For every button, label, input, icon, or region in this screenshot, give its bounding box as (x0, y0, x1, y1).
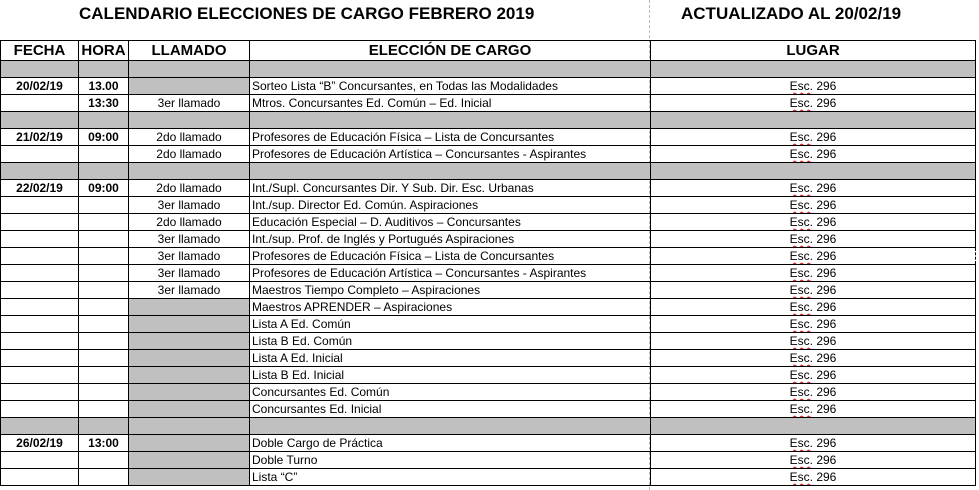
cell-eleccion[interactable]: Int./Supl. Concursantes Dir. Y Sub. Dir. Esc. Urbanas (250, 180, 651, 197)
cell-lugar[interactable]: Esc. 296 (651, 231, 976, 248)
cell-eleccion[interactable]: Concursantes Ed. Común (250, 384, 651, 401)
col-header-lugar[interactable]: LUGAR (651, 41, 976, 61)
spellcheck-word: Esc. (789, 368, 813, 382)
cell-fecha[interactable] (1, 214, 79, 231)
col-header-llamado[interactable]: LLAMADO (129, 41, 250, 61)
cell-hora[interactable]: 09:00 (79, 180, 129, 197)
cell-llamado[interactable]: 3er llamado (129, 282, 250, 299)
cell-lugar[interactable]: Esc. 296 (651, 78, 976, 95)
separator-row (1, 163, 976, 180)
cell-llamado[interactable] (129, 367, 250, 384)
separator-row (1, 112, 976, 129)
cell-llamado[interactable] (129, 435, 250, 452)
spellcheck-word: Esc. (789, 402, 813, 416)
cell-lugar[interactable]: Esc. 296 (651, 333, 976, 350)
cell-hora[interactable]: 13.00 (79, 78, 129, 95)
table-row (1, 350, 976, 367)
cell-lugar[interactable]: Esc. 296 (651, 282, 976, 299)
cell-hora[interactable] (79, 469, 129, 486)
cell-fecha[interactable] (1, 333, 79, 350)
separator-cell[interactable] (651, 61, 976, 78)
separator-cell[interactable] (651, 418, 976, 435)
cell-lugar[interactable]: Esc. 296 (651, 401, 976, 418)
cell-llamado[interactable]: 3er llamado (129, 197, 250, 214)
cell-fecha[interactable]: 21/02/19 (1, 129, 79, 146)
cell-fecha[interactable] (1, 299, 79, 316)
spellcheck-word: Esc. (789, 300, 813, 314)
cell-eleccion[interactable]: Profesores de Educación Física – Lista de Concursantes (250, 129, 651, 146)
cell-hora[interactable] (79, 265, 129, 282)
table-row (1, 384, 976, 401)
cell-fecha[interactable] (1, 367, 79, 384)
table-row (1, 435, 976, 452)
col-header-eleccion[interactable]: ELECCIÓN DE CARGO (250, 41, 651, 61)
separator-cell[interactable] (250, 61, 651, 78)
cell-lugar[interactable]: Esc. 296 (651, 384, 976, 401)
cell-fecha[interactable] (1, 384, 79, 401)
table-row (1, 299, 976, 316)
page-title: CALENDARIO ELECCIONES DE CARGO FEBRERO 2019 (79, 4, 535, 23)
cell-fecha[interactable]: 22/02/19 (1, 180, 79, 197)
spellcheck-word: Esc. (789, 317, 813, 331)
separator-cell[interactable] (1, 61, 79, 78)
table-row (1, 401, 976, 418)
table-row (1, 129, 976, 146)
cell-hora[interactable] (79, 452, 129, 469)
separator-row (1, 61, 976, 78)
cell-eleccion[interactable]: Int./sup. Director Ed. Común. Aspiraciones (250, 197, 651, 214)
cell-llamado[interactable]: 2do llamado (129, 180, 250, 197)
cell-llamado[interactable] (129, 469, 250, 486)
separator-cell[interactable] (129, 112, 250, 129)
cell-hora[interactable] (79, 282, 129, 299)
cell-hora[interactable] (79, 384, 129, 401)
separator-cell[interactable] (1, 112, 79, 129)
cell-lugar[interactable]: Esc. 296 (651, 350, 976, 367)
separator-cell[interactable] (1, 163, 79, 180)
separator-cell[interactable] (129, 418, 250, 435)
table-row (1, 95, 976, 112)
cell-llamado[interactable]: 2do llamado (129, 146, 250, 163)
cell-hora[interactable] (79, 146, 129, 163)
table-row (1, 180, 976, 197)
separator-row (1, 418, 976, 435)
separator-cell[interactable] (651, 112, 976, 129)
cell-hora[interactable] (79, 214, 129, 231)
cell-eleccion[interactable]: Sorteo Lista “B” Concursantes, en Todas las Modalidades (250, 78, 651, 95)
cell-llamado[interactable] (129, 350, 250, 367)
cell-lugar[interactable]: Esc. 296 (651, 146, 976, 163)
cell-lugar[interactable]: Esc. 296 (651, 316, 976, 333)
cell-hora[interactable] (79, 231, 129, 248)
separator-cell[interactable] (79, 418, 129, 435)
spellcheck-word: Esc. (789, 453, 813, 467)
separator-cell[interactable] (250, 418, 651, 435)
cell-fecha[interactable] (1, 197, 79, 214)
cell-eleccion[interactable]: Int./sup. Prof. de Inglés y Portugués Aspiraciones (250, 231, 651, 248)
cell-llamado[interactable]: 2do llamado (129, 214, 250, 231)
cell-eleccion[interactable]: Mtros. Concursantes Ed. Común – Ed. Inicial (250, 95, 651, 112)
cell-hora[interactable]: 13:00 (79, 435, 129, 452)
separator-cell[interactable] (1, 418, 79, 435)
cell-eleccion[interactable]: Maestros Tiempo Completo – Aspiraciones (250, 282, 651, 299)
cell-eleccion[interactable]: Doble Turno (250, 452, 651, 469)
cell-eleccion[interactable]: Lista “C” (250, 469, 651, 486)
cell-eleccion[interactable]: Concursantes Ed. Inicial (250, 401, 651, 418)
spellcheck-word: Esc. (789, 232, 813, 246)
separator-cell[interactable] (250, 163, 651, 180)
table-row (1, 367, 976, 384)
cell-fecha[interactable] (1, 231, 79, 248)
cell-hora[interactable]: 13:30 (79, 95, 129, 112)
cell-fecha[interactable]: 26/02/19 (1, 435, 79, 452)
cell-hora[interactable] (79, 316, 129, 333)
spellcheck-word: Esc. (789, 385, 813, 399)
cell-llamado[interactable] (129, 299, 250, 316)
separator-cell[interactable] (79, 163, 129, 180)
cell-hora[interactable]: 09:00 (79, 129, 129, 146)
table-body (1, 61, 976, 486)
separator-cell[interactable] (651, 163, 976, 180)
cell-eleccion[interactable]: Lista A Ed. Inicial (250, 350, 651, 367)
cell-lugar[interactable]: Esc. 296 (651, 435, 976, 452)
col-header-fecha[interactable]: FECHA (1, 41, 79, 61)
spellcheck-word: Esc. (789, 96, 813, 110)
cell-llamado[interactable] (129, 316, 250, 333)
cell-fecha[interactable] (1, 401, 79, 418)
cell-eleccion[interactable]: Lista B Ed. Común (250, 333, 651, 350)
spellcheck-word: Esc. (789, 249, 813, 263)
cell-fecha[interactable] (1, 469, 79, 486)
table-row (1, 214, 976, 231)
spellcheck-word: Esc. (789, 436, 813, 450)
spellcheck-word: Esc. (789, 334, 813, 348)
cell-eleccion[interactable]: Maestros APRENDER – Aspiraciones (250, 299, 651, 316)
cell-hora[interactable] (79, 248, 129, 265)
spellcheck-word: Esc. (789, 79, 813, 93)
cell-llamado[interactable] (129, 384, 250, 401)
cell-fecha[interactable] (1, 282, 79, 299)
cell-eleccion[interactable]: Doble Cargo de Práctica (250, 435, 651, 452)
cell-hora[interactable] (79, 197, 129, 214)
cell-fecha[interactable]: 20/02/19 (1, 78, 79, 95)
header-row (1, 41, 976, 61)
cell-fecha[interactable] (1, 95, 79, 112)
cell-llamado[interactable] (129, 452, 250, 469)
cell-lugar[interactable]: Esc. 296 (651, 180, 976, 197)
separator-cell[interactable] (129, 163, 250, 180)
cell-fecha[interactable] (1, 316, 79, 333)
spellcheck-word: Esc. (789, 470, 813, 484)
cell-lugar[interactable]: Esc. 296 (651, 452, 976, 469)
col-header-hora[interactable]: HORA (79, 41, 129, 61)
table-row (1, 333, 976, 350)
cell-fecha[interactable] (1, 265, 79, 282)
cell-lugar[interactable]: Esc. 296 (651, 367, 976, 384)
table-row (1, 78, 976, 95)
spellcheck-word: Esc. (789, 215, 813, 229)
separator-cell[interactable] (250, 112, 651, 129)
separator-cell[interactable] (79, 112, 129, 129)
cell-llamado[interactable] (129, 333, 250, 350)
cell-llamado[interactable] (129, 78, 250, 95)
cell-hora[interactable] (79, 333, 129, 350)
cell-eleccion[interactable]: Lista A Ed. Común (250, 316, 651, 333)
spellcheck-word: Esc. (789, 266, 813, 280)
table-row (1, 265, 976, 282)
cell-eleccion[interactable]: Lista B Ed. Inicial (250, 367, 651, 384)
cell-eleccion[interactable]: Profesores de Educación Artística – Concursantes - Aspirantes (250, 146, 651, 163)
spellcheck-word: Esc. (789, 181, 813, 195)
cell-fecha[interactable] (1, 452, 79, 469)
cell-llamado[interactable]: 3er llamado (129, 248, 250, 265)
spellcheck-word: Esc. (789, 283, 813, 297)
spellcheck-word: Esc. (789, 198, 813, 212)
spellcheck-word: Esc. (789, 130, 813, 144)
cell-lugar[interactable]: Esc. 296 (651, 248, 976, 265)
cell-eleccion[interactable]: Profesores de Educación Física – Lista de Concursantes (250, 248, 651, 265)
cell-hora[interactable] (79, 367, 129, 384)
updated-label: ACTUALIZADO AL 20/02/19 (681, 4, 902, 23)
cell-fecha[interactable] (1, 350, 79, 367)
cell-lugar[interactable]: Esc. 296 (651, 214, 976, 231)
cell-hora[interactable] (79, 401, 129, 418)
cell-lugar[interactable]: Esc. 296 (651, 129, 976, 146)
cell-eleccion[interactable]: Profesores de Educación Artística – Concursantes - Aspirantes (250, 265, 651, 282)
cell-hora[interactable] (79, 299, 129, 316)
cell-llamado[interactable]: 3er llamado (129, 231, 250, 248)
separator-cell[interactable] (79, 61, 129, 78)
cell-lugar[interactable]: Esc. 296 (651, 265, 976, 282)
table-row (1, 231, 976, 248)
table-row (1, 316, 976, 333)
cell-llamado[interactable] (129, 401, 250, 418)
cell-lugar[interactable]: Esc. 296 (651, 95, 976, 112)
separator-cell[interactable] (129, 61, 250, 78)
cell-fecha[interactable] (1, 248, 79, 265)
table-row (1, 469, 976, 486)
cell-lugar[interactable]: Esc. 296 (651, 469, 976, 486)
cell-llamado[interactable]: 3er llamado (129, 265, 250, 282)
cell-lugar[interactable]: Esc. 296 (651, 197, 976, 214)
cell-lugar[interactable]: Esc. 296 (651, 299, 976, 316)
cell-eleccion[interactable]: Educación Especial – D. Auditivos – Concursantes (250, 214, 651, 231)
spellcheck-word: Esc. (789, 147, 813, 161)
cell-hora[interactable] (79, 350, 129, 367)
table-row (1, 248, 976, 265)
cell-llamado[interactable]: 3er llamado (129, 95, 250, 112)
table-row (1, 146, 976, 163)
table-row (1, 452, 976, 469)
table-row (1, 197, 976, 214)
spellcheck-word: Esc. (789, 351, 813, 365)
cell-llamado[interactable]: 2do llamado (129, 129, 250, 146)
elections-table (0, 40, 976, 486)
cell-fecha[interactable] (1, 146, 79, 163)
table-row (1, 282, 976, 299)
